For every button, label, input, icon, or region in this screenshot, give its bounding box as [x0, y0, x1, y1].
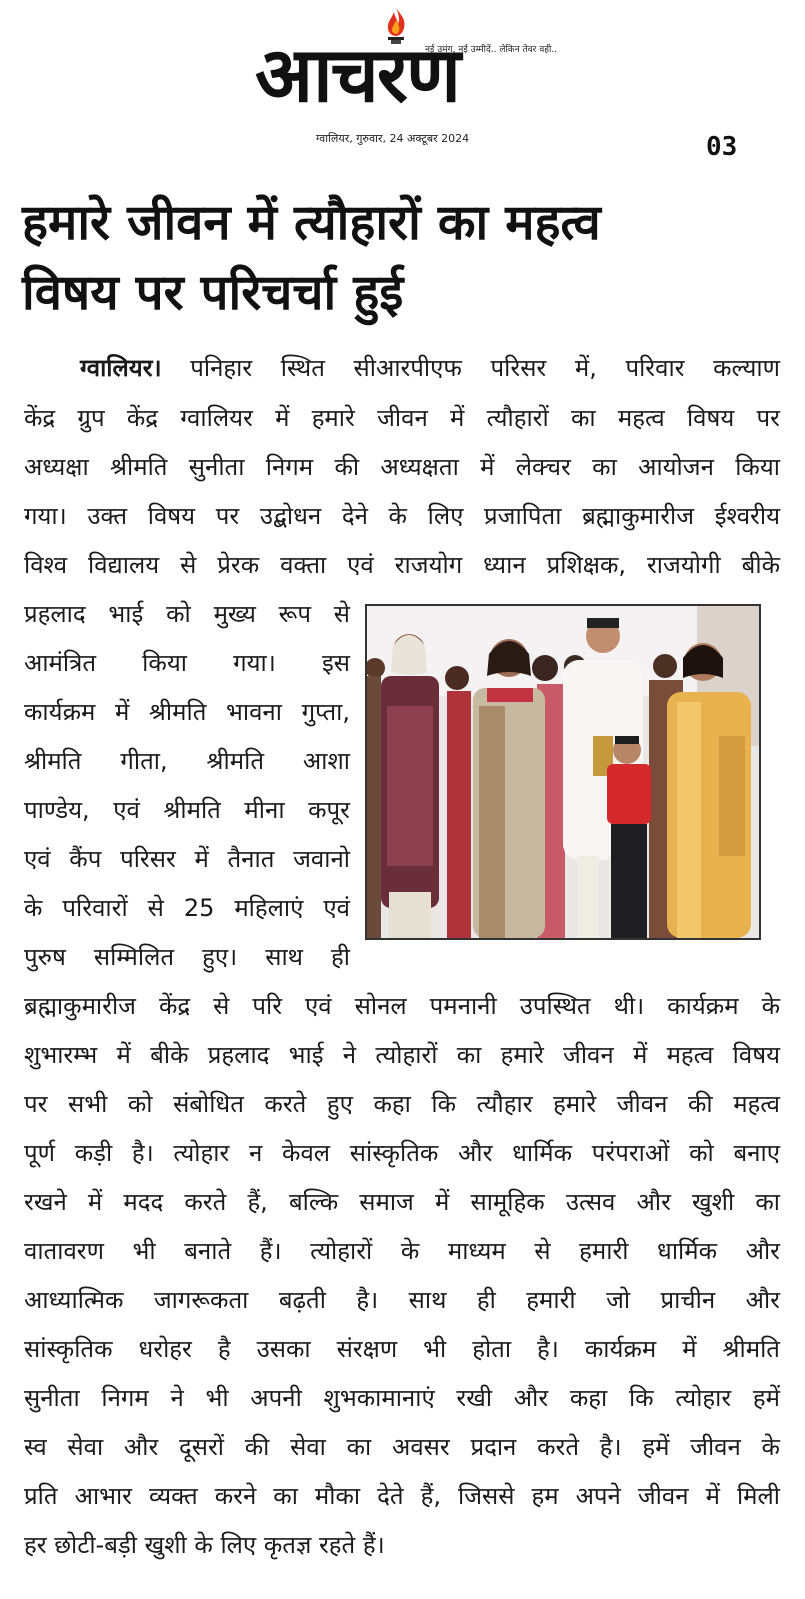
article-line: शुभारम्भ में बीके प्रहलाद भाई ने त्योहारों का हमारे जीवन में महत्व विषय — [24, 1041, 780, 1069]
article-line: वातावरण भी बनाते हैं। त्योहारों के माध्यम से हमारी धार्मिक और — [24, 1237, 780, 1265]
article-line: ग्वालियर। पनिहार स्थित सीआरपीएफ परिसर में, परिवार कल्याण — [80, 354, 780, 382]
article-line: आमंत्रित किया गया। इस — [24, 649, 350, 677]
article-line: प्रति आभार व्यक्त करने का मौका देते हैं, जिससे हम अपने जीवन में मिली — [24, 1482, 780, 1510]
article-line: एवं कैंप परिसर में तैनात जवानो — [24, 845, 350, 873]
newspaper-tagline: नई उमंग, नई उम्मीदें.. लेकिन तेवर वही.. — [425, 45, 558, 55]
article-line: गया। उक्त विषय पर उद्बोधन देने के लिए प्रजापिता ब्रह्माकुमारीज ईश्वरीय — [24, 502, 780, 530]
article-headline — [22, 188, 792, 328]
article-line: के परिवारों से 25 महिलाएं एवं — [24, 894, 350, 922]
article-line: आध्यात्मिक जागरूकता बढ़ती है। साथ ही हमारी जो प्राचीन और — [24, 1286, 780, 1314]
article-line: हर छोटी-बड़ी खुशी के लिए कृतज्ञ रहते हैं। — [24, 1531, 385, 1559]
article-line: अध्यक्षा श्रीमति सुनीता निगम की अध्यक्षता में लेक्चर का आयोजन किया — [24, 453, 780, 481]
article-line: श्रीमति गीता, श्रीमति आशा — [24, 747, 350, 775]
article-line: पूर्ण कड़ी है। त्योहार न केवल सांस्कृतिक और धार्मिक परंपराओं को बनाए — [24, 1139, 780, 1167]
group-photo-illustration — [367, 606, 759, 938]
newspaper-masthead — [0, 0, 805, 160]
dateline-place: ग्वालियर। — [80, 354, 162, 382]
headline-line-2: विषय पर परिचर्चा हुई — [22, 264, 404, 321]
article-line: ब्रह्माकुमारीज केंद्र से परि एवं सोनल पमनानी उपस्थित थी। कार्यक्रम के — [24, 992, 780, 1020]
article-line: पुरुष सम्मिलित हुए। साथ ही — [24, 943, 350, 971]
article-line: रखने में मदद करते हैं, बल्कि समाज में सामूहिक उत्सव और खुशी का — [24, 1188, 780, 1216]
article-line: सांस्कृतिक धरोहर है उसका संरक्षण भी होता है। कार्यक्रम में श्रीमति — [24, 1335, 780, 1363]
article-line: पाण्डेय, एवं श्रीमति मीना कपूर — [24, 796, 350, 824]
article-line: सुनीता निगम ने भी अपनी शुभकामानाएं रखी और कहा कि त्योहार हमें — [24, 1384, 780, 1412]
article-line: स्व सेवा और दूसरों की सेवा का अवसर प्रदान करते है। हमें जीवन के — [24, 1433, 780, 1461]
page-number: 03 — [706, 132, 738, 162]
article-line: कार्यक्रम में श्रीमति भावना गुप्ता, — [24, 698, 350, 726]
article-line: प्रहलाद भाई को मुख्य रूप से — [24, 600, 350, 628]
newspaper-logo: आचरण — [255, 30, 459, 119]
event-group-photo — [365, 604, 761, 940]
dateline: ग्वालियर, गुरुवार, 24 अक्टूबर 2024 — [316, 132, 470, 145]
article-line: विश्व विद्यालय से प्रेरक वक्ता एवं राजयोग ध्यान प्रशिक्षक, राजयोगी बीके — [24, 551, 780, 579]
article-line: केंद्र ग्रुप केंद्र ग्वालियर में हमारे जीवन में त्यौहारों का महत्व विषय पर — [24, 404, 780, 432]
headline-line-1: हमारे जीवन में त्यौहारों का महत्व — [22, 194, 601, 251]
article-line: पर सभी को संबोधित करते हुए कहा कि त्यौहार हमारे जीवन की महत्व — [24, 1090, 780, 1118]
